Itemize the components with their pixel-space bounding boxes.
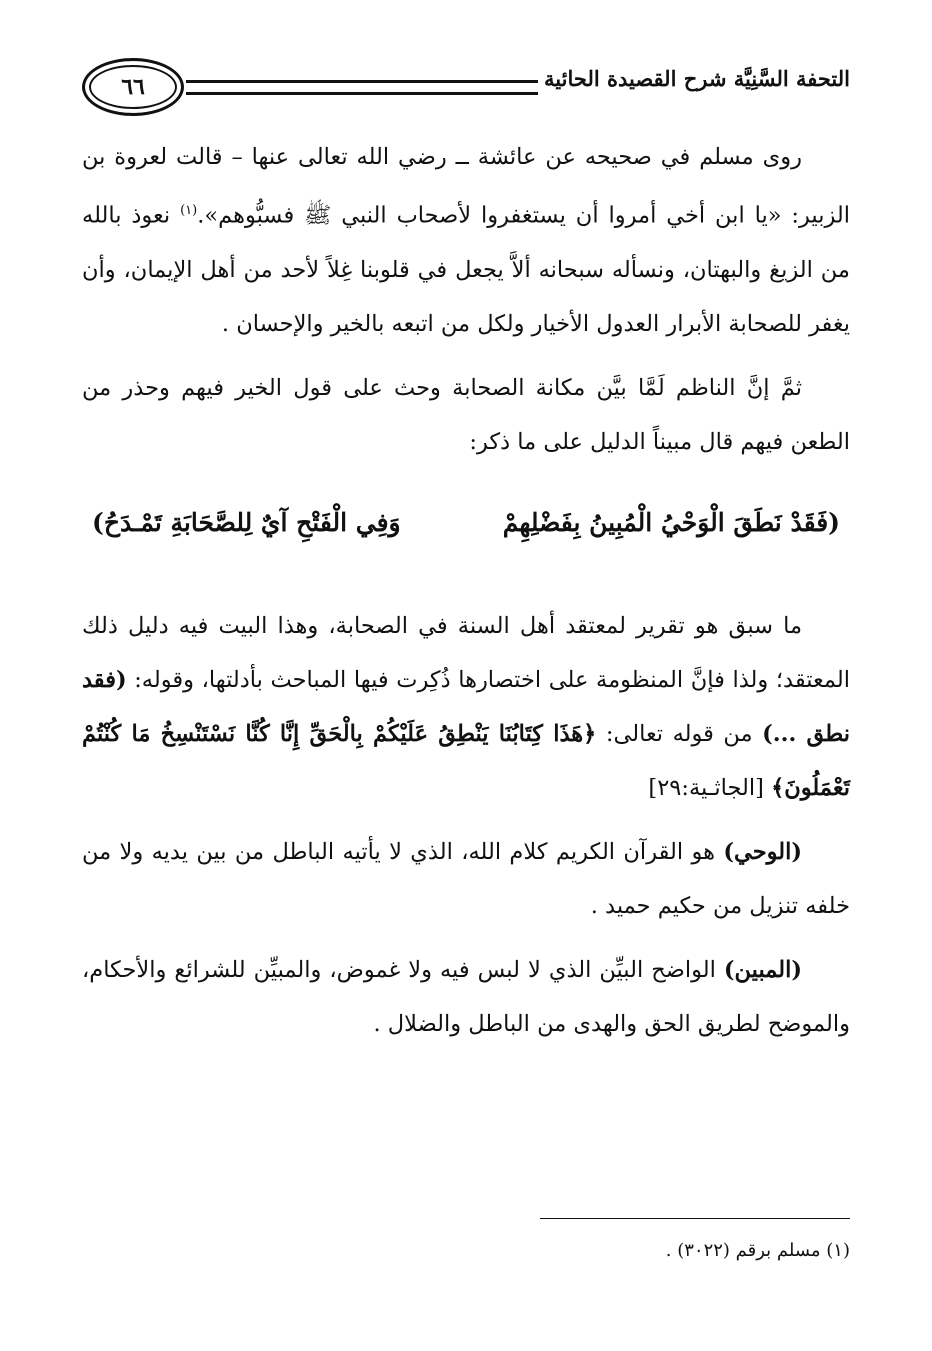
paragraph-3: ما سبق هو تقرير لمعتقد أهل السنة في الصحابة، وهذا البيت فيه دليل ذلك المعتقد؛ ولذا فإنَّ المنظومة على اختصارها ذُكِرت فيها المباحث بأدلتها، وقوله: (فقد نطق ...) من قوله تعالى: ﴿هَذَا كِتَابُنَا يَنْطِقُ عَلَيْكُمْ بِالْحَقِّ إِنَّا كُنَّا نَسْتَنْسِخُ مَا كُنْتُمْ تَعْمَلُونَ﴾ [الجاثـية:٢٩]: [82, 612, 851, 801]
paragraph-2: ثمَّ إنَّ الناظم لَمَّا بيَّن مكانة الصحابة وحث على قول الخير فيهم وحذر من الطعن فيهم قال مبيناً الدليل على ما ذكر:: [82, 374, 850, 455]
term-wahy: (الوحي): [723, 838, 802, 865]
paragraph-4: (الوحي) هو القرآن الكريم كلام الله، الذي لا يأتيه الباطل من بين يديه ولا من خلفه تنزيل من حكيم حميد .: [82, 838, 850, 919]
page-header: [82, 58, 850, 114]
book-title: التحفة السَّنِيَّة شرح القصيدة الحائية: [544, 66, 850, 91]
term-mubin: (المبين): [723, 956, 802, 983]
verse-first-hemistich: (فَقَدْ نَطَقَ الْوَحْيُ الْمُبِينُ بِفَضْلِهِمْ: [502, 507, 840, 537]
header-double-rule: [186, 80, 538, 95]
page-body: [82, 130, 850, 1051]
poem-verse: [92, 503, 840, 543]
paragraph-1: روى مسلم في صحيحه عن عائشة ــ رضي الله تعالى عنها – قالت لعروة بن الزبير: «يا ابن أخي أمروا أن يستغفروا لأصحاب النبي ﷺ فسبُّوهم».$^{(١)}$ نعوذ بالله من الزيغ والبهتان، ونسأله سبحانه ألاَّ يجعل في قلوبنا غِلاً لأحد من أهل الإيمان، وأن يغفر للصحابة الأبرار العدول الأخيار ولكل من اتبعه بالخير والإحسان .: [82, 144, 850, 337]
verse-second-hemistich: وَفِي الْفَتْحِ آيٌ لِلصَّحَابَةِ تَمْـدَحُ): [92, 507, 401, 537]
paragraph-5: (المبين) الواضح البيِّن الذي لا لبس فيه ولا غموض، والمبيِّن للشرائع والأحكام، والموضح لطريق الحق والهدى من الباطل والضلال .: [82, 956, 850, 1037]
footnote-ref: (١): [180, 203, 198, 218]
quran-verse: ﴿هَذَا كِتَابُنَا يَنْطِقُ عَلَيْكُمْ بِالْحَقِّ إِنَّا كُنَّا نَسْتَنْسِخُ مَا كُنْتُمْ تَعْمَلُونَ﴾: [82, 720, 850, 801]
footnote: (١) مسلم برقم (٣٠٢٢) .: [665, 1240, 850, 1261]
footnote-divider: [540, 1218, 850, 1219]
quran-reference: [الجاثـية:٢٩]: [648, 774, 772, 801]
page-number-badge: ٦٦: [82, 58, 184, 116]
